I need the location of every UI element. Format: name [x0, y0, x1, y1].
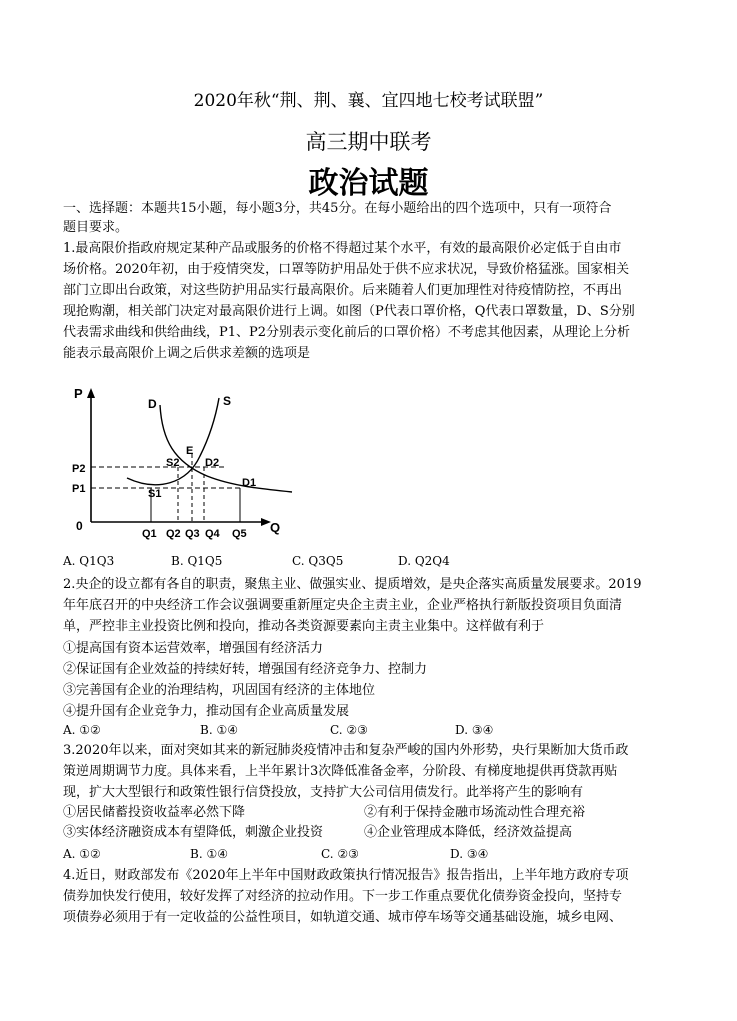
origin-label: 0	[76, 519, 83, 533]
option-c[interactable]: C. Q3Q5	[292, 554, 344, 568]
s1-label: S1	[148, 488, 162, 500]
statement-item: ③完善国有企业的治理结构，巩固国有经济的主体地位	[63, 683, 376, 698]
statement-item: ②有利于保持金融市场流动性合理充裕	[364, 805, 586, 820]
q3-label: Q3	[185, 528, 200, 540]
option-a[interactable]: A. ①②	[63, 847, 101, 861]
d1-label: D1	[242, 477, 257, 489]
exam-alliance-heading: 2020年秋“荆、荆、襄、宜四地七校考试联盟”	[193, 91, 544, 111]
question-text: 代表需求曲线和供给曲线，P1、P2分别表示变化前后的口罩价格）不考虑其他因素，从理论上分析	[63, 325, 631, 340]
question-text: 4.近日，财政部发布《2020年上半年中国财政政策执行情况报告》报告指出，上半年地方政府专项	[63, 868, 629, 883]
option-d[interactable]: D. ③④	[450, 847, 489, 861]
statement-item: ④提升国有企业竞争力，推动国有企业高质量发展	[63, 704, 350, 719]
question-text: 单，严控非主业投资比例和投向，推动各类资源要素向主责主业集中。这样做有利于	[63, 619, 545, 634]
option-b[interactable]: B. Q1Q5	[171, 554, 223, 568]
statement-item: ④企业管理成本降低，经济效益提高	[364, 825, 573, 840]
d2-label: D2	[205, 457, 220, 469]
exam-subtitle: 高三期中联考	[305, 130, 432, 154]
option-c[interactable]: C. ②③	[330, 723, 368, 737]
question-text: 能表示最高限价上调之后供求差额的选项是	[63, 346, 311, 361]
question-text: 1.最高限价指政府规定某种产品或服务的价格不得超过某个水平，有效的最高限价必定低于自由市	[63, 241, 622, 256]
q4-label: Q4	[205, 528, 220, 540]
statement-item: ①提高国有资本运营效率，增强国有经济活力	[63, 641, 324, 656]
demand-label: D	[148, 397, 157, 411]
q5-label: Q5	[232, 528, 247, 540]
supply-demand-graph	[62, 380, 302, 540]
statement-item: ②保证国有企业效益的持续好转，增强国有经济竞争力、控制力	[63, 662, 428, 677]
question-text: 2.央企的设立都有各自的职责，聚焦主业、做强实业、提质增效，是央企落实高质量发展要求。2019	[63, 577, 642, 592]
option-b[interactable]: B. ①④	[200, 723, 238, 737]
option-a[interactable]: A. ①②	[63, 723, 101, 737]
question-text: 3.2020年以来，面对突如其来的新冠肺炎疫情冲击和复杂严峻的国内外形势，央行果断加大货币政	[63, 743, 629, 758]
axis-label-q: Q	[270, 520, 281, 535]
p-axis-arrow	[87, 388, 95, 398]
equilibrium-label: E	[186, 445, 194, 457]
option-c[interactable]: C. ②③	[321, 847, 359, 861]
question-text: 年年底召开的中央经济工作会议强调要重新厘定央企主责主业，企业严格执行新版投资项目负面清	[63, 598, 623, 613]
option-a[interactable]: A. Q1Q3	[63, 554, 115, 568]
supply-label: S	[223, 394, 232, 408]
p2-label: P2	[72, 463, 86, 475]
option-d[interactable]: D. Q2Q4	[398, 554, 450, 568]
question-text: 项债券必须用于有一定收益的公益性项目，如轨道交通、城市停车场等交通基础设施，城乡电网、	[63, 910, 623, 925]
section-instruction: 一、选择题：本题共15小题，每小题3分，共45分。在每小题给出的四个选项中，只有一项符合	[63, 201, 612, 216]
question-text: 现抢购潮，相关部门决定对最高限价进行上调。如图（P代表口罩价格，Q代表口罩数量，D、S分别	[63, 304, 635, 319]
axis-label-p: P	[74, 386, 83, 401]
statement-item: ①居民储蓄投资收益率必然下降	[63, 805, 246, 820]
page-title: 政治试题	[308, 166, 429, 201]
question-text: 场价格。2020年初，由于疫情突发，口罩等防护用品处于供不应求状况，导致价格猛涨。国家相关	[63, 262, 630, 277]
statement-item: ③实体经济融资成本有望降低，刺激企业投资	[63, 825, 324, 840]
option-b[interactable]: B. ①④	[190, 847, 228, 861]
q2-label: Q2	[166, 528, 181, 540]
question-text: 债券加快发行使用，较好发挥了对经济的拉动作用。下一步工作重点要优化债券资金投向，坚持专	[63, 889, 623, 904]
question-text: 现，扩大大型银行和政策性银行信贷投放，支持扩大公司信用债发行。此举将产生的影响有	[63, 785, 584, 800]
question-text: 部门立即出台政策，对这些防护用品实行最高限价。后来随着人们更加理性对待疫情防控，不再出	[63, 283, 623, 298]
p1-label: P1	[72, 483, 86, 495]
s2-label: S2	[166, 457, 180, 469]
question-text: 策逆周期调节力度。具体来看，上半年累计3次降低准备金率，分阶段、有梯度地提供再贷款再贴	[63, 764, 618, 779]
supply-curve	[127, 398, 219, 485]
q1-label: Q1	[142, 528, 157, 540]
section-instruction: 题目要求。	[63, 220, 129, 235]
option-d[interactable]: D. ③④	[455, 723, 494, 737]
